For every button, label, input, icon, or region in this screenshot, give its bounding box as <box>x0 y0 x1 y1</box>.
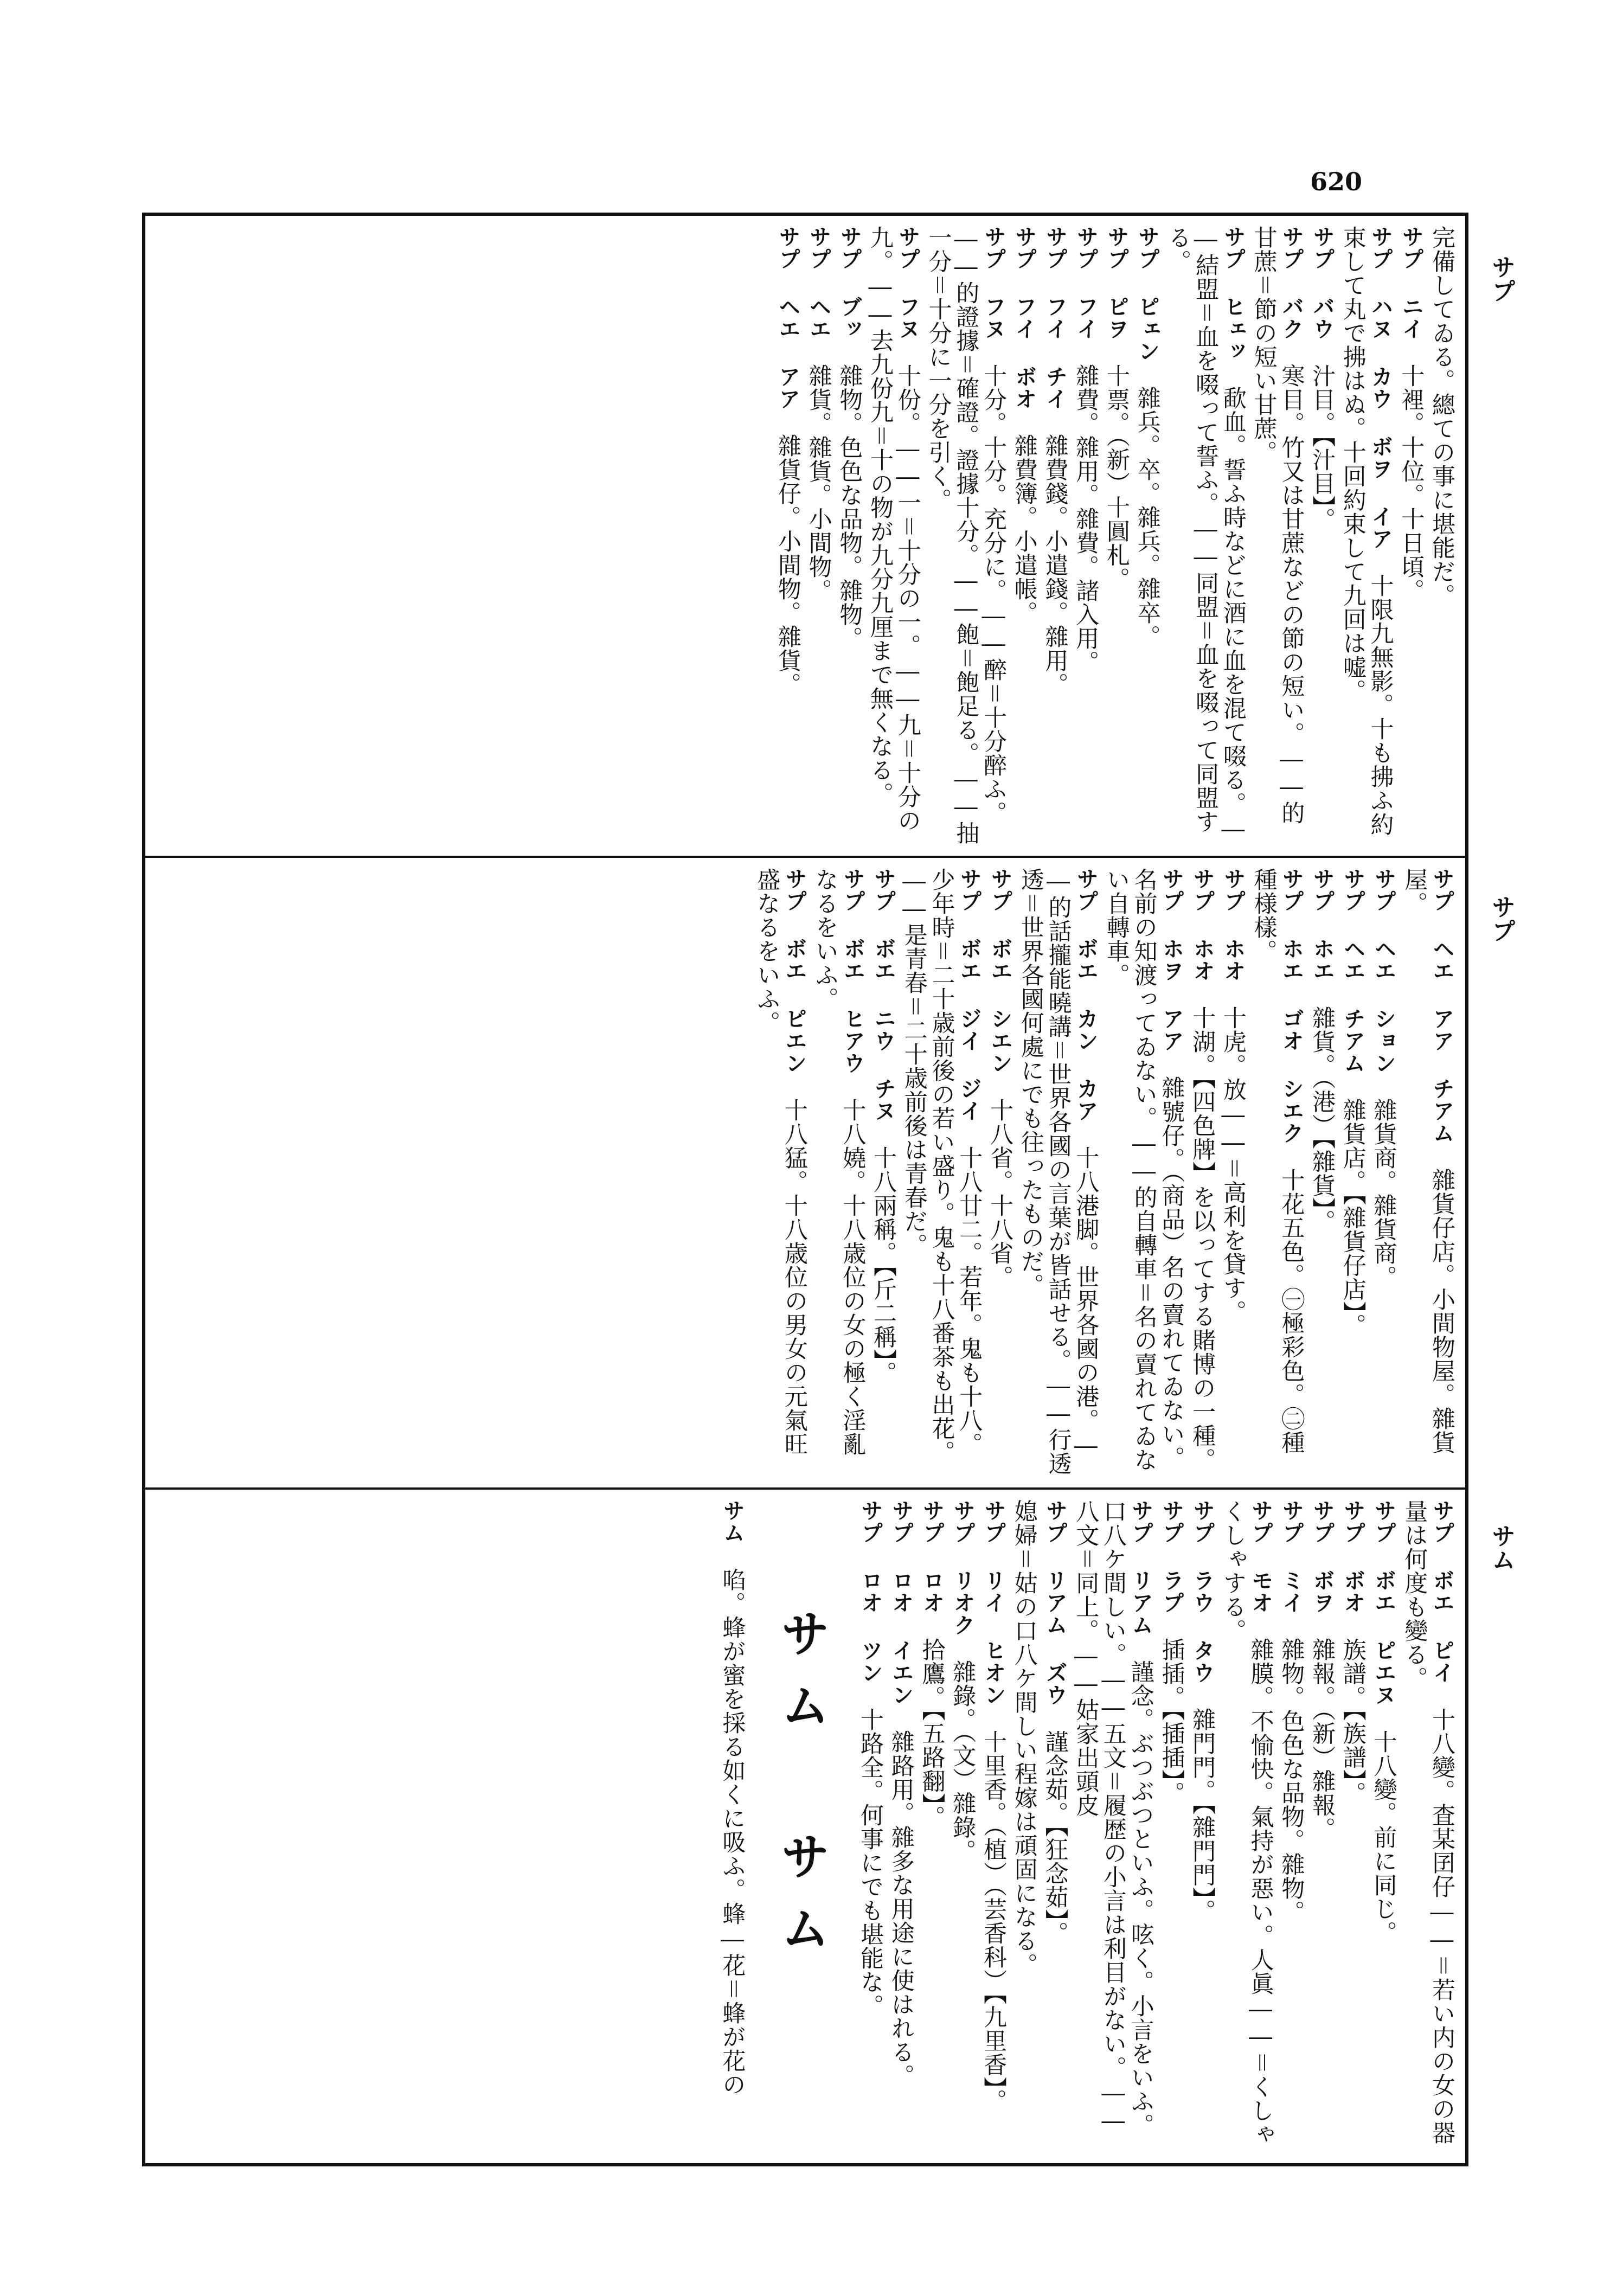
entry-headword: サプ リオク <box>950 1499 976 1636</box>
dictionary-entry <box>1041 1499 1069 2153</box>
entry-definition: 雜貨店。【雜貨仔店】。 <box>1339 1098 1367 1337</box>
entry-headword: サプ ボエ ピエヌ <box>1371 1499 1396 1706</box>
entry-definition: 十限九無影。十も拂ふ約束して丸で拂はぬ。十回約束して九回は嘘。 <box>1339 226 1394 836</box>
dictionary-entry <box>1250 868 1305 1478</box>
running-head-top: サプ <box>1487 255 1515 303</box>
dictionary-entry <box>866 226 921 846</box>
dictionary-entry <box>1278 1499 1305 2153</box>
entry-headword: サプ リアム <box>1128 1499 1153 1636</box>
dictionary-entry <box>887 1499 915 2153</box>
dictionary-entry <box>1017 868 1099 1478</box>
entry-definition: 雜貨。雜貨。小間物。 <box>805 364 832 602</box>
entry-definition: 雜錄。（文）雜錄。 <box>949 1660 977 1863</box>
entry-headword: サプ ブッ <box>837 226 862 340</box>
entry-definition: 十湖。【四色牌】を以ってする賭博の一種。 <box>1189 1006 1216 1472</box>
entry-definition: 十虎。放――＝高利を貸す。 <box>1219 1006 1247 1324</box>
dictionary-entry <box>805 226 832 846</box>
entry-definition: 十八兩稱。【斤二稱】。 <box>870 1146 897 1385</box>
entry-headword: サプ ロオ <box>919 1499 945 1614</box>
entry-headword: サプ ヘエ アア <box>775 226 800 410</box>
entry-definition: 十八猛。十八歳位の男女の元氣旺盛なるをいふ。 <box>753 868 808 1456</box>
entry-headword: サプ ボエ ニウ チヌ <box>871 868 896 1122</box>
entry-definition: 雜報。（新）雜報。 <box>1308 1638 1336 1841</box>
dictionary-entry <box>979 1499 1007 2153</box>
dictionary-entry <box>1133 226 1161 846</box>
dictionary-entry <box>811 868 866 1478</box>
dictionary-entry <box>1339 868 1367 1478</box>
entry-definition: 寒目。竹又は甘蔗などの節の短い。――的甘蔗＝節の短い甘蔗。 <box>1250 226 1305 825</box>
entry-definition: 插插。【插插】。 <box>1158 1638 1185 1805</box>
dictionary-entry <box>1188 1499 1216 2153</box>
dictionary-entry <box>1219 868 1247 1478</box>
entry-definition: 雜路用。雜多な用途に使はれる。 <box>887 1730 915 2088</box>
entry-headword: サプ リイ ヒオン <box>980 1499 1006 1706</box>
running-head-middle: サプ <box>1487 895 1515 942</box>
dictionary-entry <box>1308 226 1336 846</box>
dictionary-entry <box>1219 1499 1274 2153</box>
entry-headword: サプ ヒェッ <box>1220 226 1246 362</box>
entry-headword: サプ ホエ ゴオ シエク <box>1279 868 1304 1144</box>
dictionary-entry <box>1102 226 1130 846</box>
dictionary-entry <box>1401 1499 1455 2153</box>
entry-headword: サプ ヘエ <box>806 226 831 340</box>
entry-definition: 十花五色。㊀極彩色。㊁種種様樣。 <box>1250 868 1305 1454</box>
dictionary-entry <box>1370 1499 1397 2153</box>
entry-definition: 雜費錢。小遣錢。雜用。 <box>1041 434 1069 696</box>
entry-definition: 完備してゐる。總ての事に堪能だ。 <box>1428 226 1455 607</box>
entry-headword: サプ リアム ズウ <box>1042 1499 1068 1706</box>
entry-headword: サプ ボエ カン カア <box>1073 868 1099 1122</box>
entry-definition: 雜物。色色な品物。雜物。 <box>836 364 863 650</box>
dictionary-entry <box>1102 868 1185 1478</box>
entry-definition: 雜費。雜用。雜費。諸入用。 <box>1072 364 1100 674</box>
dictionary-entry <box>1158 1499 1185 2153</box>
dictionary-entry <box>869 868 897 1478</box>
entries-bottom <box>155 1499 1455 2153</box>
entry-headword: サプ モオ <box>1248 1499 1273 1614</box>
entry-headword: サプ ホオ <box>1190 868 1215 982</box>
dictionary-entry <box>1308 868 1336 1478</box>
dictionary-entry <box>1188 868 1216 1478</box>
entry-definition: 十票。（新）十圓札。 <box>1102 364 1130 591</box>
entry-headword: サプ ボエ ヒアウ <box>840 868 865 1074</box>
entry-definition: 媳婦＝姑の口八ケ間しい程嫁は頑固になる。 <box>1010 1499 1038 1977</box>
dictionary-entry <box>856 1499 884 2153</box>
entry-headword: サプ ロオ イエン <box>888 1499 914 1706</box>
dictionary-entry <box>1010 1499 1038 2153</box>
entry-headword: サプ ホヲ アア <box>1159 868 1184 1052</box>
entries-top <box>155 226 1455 846</box>
dictionary-entry <box>1072 1499 1154 2153</box>
dictionary-entry <box>753 868 807 1478</box>
entry-definition: 十裡。十位。十日頃。 <box>1397 364 1425 602</box>
section-heading: サム サム <box>772 1608 831 1974</box>
entry-definition: 謹念茹。【狂念茹】。 <box>1041 1730 1069 1945</box>
entry-headword: サプ フイ <box>1073 226 1099 340</box>
entry-definition: 雜物。色色な品物。雜物。 <box>1278 1638 1305 1924</box>
entries-middle <box>155 868 1455 1478</box>
entry-definition: 雜費簿。小遣帳。 <box>1010 434 1038 625</box>
entry-definition: 十八嬈。十八歳位の女の極く淫亂なるをいふ。 <box>811 868 867 1456</box>
entry-definition: 十路全。何事にでも堪能な。 <box>857 1708 884 2018</box>
entry-headword: サプ フヌ <box>895 226 920 340</box>
entry-definition: 十八省。十八省。 <box>986 1098 1013 1289</box>
dictionary-entry <box>1401 868 1455 1478</box>
dictionary-entry <box>949 1499 977 2153</box>
entry-definition: 謹念。ぶつぶつといふ。呟く。小言をいふ。口八ケ間しい。――五文＝履歴の小言は利目がない。――八文＝同上。――姑家出頭皮 <box>1072 1499 1154 2137</box>
entry-headword: サプ ボヲ <box>1310 1499 1335 1614</box>
entry-headword: サプ ラプ <box>1159 1499 1184 1614</box>
entry-headword: サプ ヘエ ション <box>1371 868 1396 1074</box>
dictionary-entry <box>900 868 983 1478</box>
dictionary-entry <box>1339 1499 1367 2153</box>
page-number: 620 <box>1310 167 1363 196</box>
dictionary-entry <box>836 226 863 846</box>
entry-headword: サプ ピェン <box>1134 226 1160 362</box>
entry-definition: 十八變。前に同じ。 <box>1370 1730 1397 1945</box>
entry-headword: サプ ラウ タウ <box>1190 1499 1215 1684</box>
entry-definition: 雜貨仔。小間物。雜貨。 <box>774 434 801 696</box>
entry-definition: 雜貨仔店。小間物屋。雜貨屋。 <box>1401 868 1455 1454</box>
dictionary-frame <box>142 213 1468 2166</box>
dictionary-entry <box>918 1499 946 2153</box>
dictionary-entry <box>1010 226 1038 846</box>
entry-definition: 汁目。【汁目】。 <box>1308 364 1336 531</box>
entry-headword: サプ ホエ <box>1310 868 1335 982</box>
entry-definition: 十八廿二。若年。鬼も十八。少年時＝二十歳前後の若い盛り。鬼も十八番茶も出花。――是青春＝二十歳前後は青春だ。 <box>900 868 983 1464</box>
dictionary-entry <box>1072 226 1099 846</box>
entry-definition: 十里香。（植）（芸香科）【九里香】。 <box>979 1730 1007 2113</box>
dictionary-entry <box>1250 226 1305 846</box>
entry-headword: サプ ボエ シエン <box>987 868 1012 1074</box>
entry-headword: サプ フイ チイ <box>1042 226 1068 410</box>
dictionary-entry <box>1370 868 1397 1478</box>
running-head-bottom: サム <box>1487 1524 1515 1572</box>
entry-headword: サプ フヌ <box>980 226 1006 340</box>
section-bottom <box>145 1487 1465 2163</box>
entry-headword: サプ ボエ ピエン <box>781 868 807 1074</box>
entry-definition: 雜膜。不愉快。氣持が惡い。人眞――＝くしゃくしゃする。 <box>1219 1499 1274 2146</box>
dictionary-entry <box>1308 1499 1336 2153</box>
dictionary-entry <box>1339 226 1394 846</box>
entry-definition: 雜兵。卒。雜兵。雜卒。 <box>1133 386 1161 649</box>
entry-headword: サプ ボエ ピイ <box>1429 1499 1454 1684</box>
entry-definition: 十分。十分。充分に。――醉＝十分醉ふ。――的證據＝確證。證據十分。――飽＝飽足る。――抽一分＝十分に一分を引く。 <box>925 226 1007 845</box>
section-middle <box>145 856 1465 1487</box>
dictionary-entry <box>986 868 1013 1478</box>
dictionary-entry <box>1041 226 1069 846</box>
entry-headword: サプ フイ ボオ <box>1011 226 1037 410</box>
entry-definition: 雜貨。（港）【雜貨】。 <box>1308 1006 1336 1234</box>
entry-headword: サプ ヘエ アア チアム <box>1429 868 1454 1144</box>
entry-headword: サプ ニイ <box>1399 226 1424 340</box>
entry-headword: サプ ハヌ カウ ボヲ イア <box>1368 226 1393 550</box>
entry-definition: 十八變。査某囝仔――＝若い内の女の器量は何度も變る。 <box>1401 1499 1455 2145</box>
dictionary-entry <box>719 1499 746 2153</box>
entry-definition: 十份。――一＝十分の一。――九＝十分の九。――去九份九＝十の物が九分九厘まで無くなる。 <box>867 226 921 832</box>
entry-definition: 族譜。【族譜】。 <box>1339 1638 1367 1805</box>
dictionary-entry <box>1397 226 1425 846</box>
entry-headword: サプ ヘエ チアム <box>1340 868 1365 1074</box>
entry-headword: サプ ボエ ジイ ジイ <box>957 868 982 1122</box>
entry-definition: 雜號仔。（商品）名の賣れてゐない。名前の知渡ってゐない。――的自轉車＝名の賣れてゐない自轉車。 <box>1102 868 1185 1472</box>
entry-headword: サプ ロオ ツン <box>858 1499 883 1684</box>
dictionary-entry <box>774 226 801 846</box>
entry-headword: サプ ピヲ <box>1104 226 1129 340</box>
entry-headword: サム <box>720 1499 745 1544</box>
dictionary-entry <box>925 226 1007 846</box>
dictionary-entry <box>1164 226 1247 846</box>
entry-definition: 拾鷹。【五路翻】。 <box>918 1638 946 1829</box>
dictionary-entry <box>1428 226 1455 846</box>
entry-headword: サプ ボオ <box>1340 1499 1365 1614</box>
entry-definition: 歃血。誓ふ時などに酒に血を混て啜る。――結盟＝血を啜って誓ふ。――同盟＝血を啜って同盟する。 <box>1164 226 1247 843</box>
entry-definition: 雜門門。【雜門門】。 <box>1189 1708 1216 1923</box>
entry-definition: 雜貨商。雜貨商。 <box>1370 1098 1397 1289</box>
entry-headword: サプ ミイ <box>1279 1499 1304 1614</box>
entry-headword: サプ バウ <box>1310 226 1335 340</box>
section-top <box>145 216 1465 856</box>
entry-headword: サプ バク <box>1279 226 1304 340</box>
entry-definition: 啗。蜂が蜜を採る如くに吸ふ。蜂―花＝蜂が花の <box>719 1568 746 2096</box>
entry-headword: サプ ホオ <box>1220 868 1246 982</box>
entry-definition: 十八港脚。世界各國の港。――的話攏能曉講＝世界各國の言葉が皆話せる。――行透透＝世界各國何處にでも往ったものだ。 <box>1017 868 1100 1476</box>
